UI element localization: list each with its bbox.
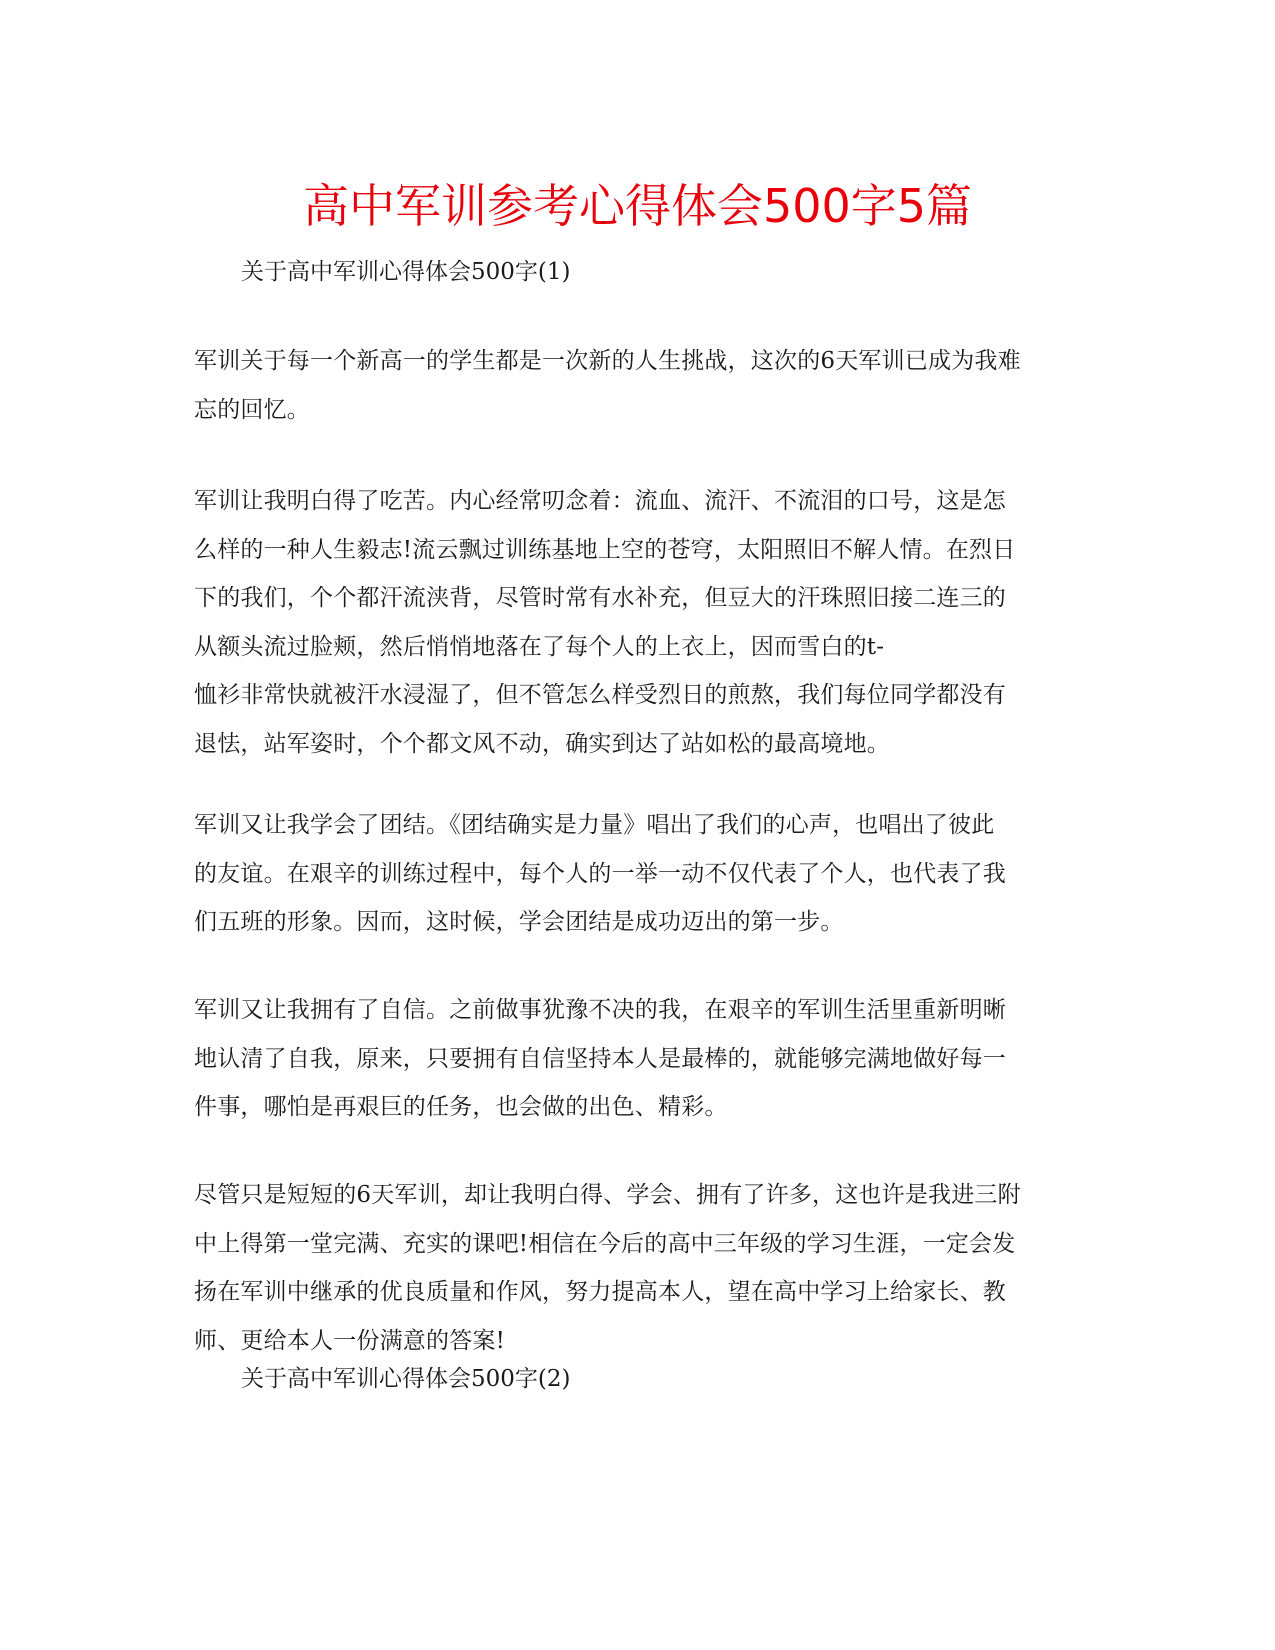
paragraph-line: 军训又让我学会了团结。《团结确实是力量》唱出了我们的心声，也唱出了彼此 bbox=[194, 812, 995, 838]
section-heading-2: 关于高中军训心得体会500字(2) bbox=[241, 1366, 571, 1392]
paragraph-line: 军训让我明白得了吃苦。内心经常叨念着：流血、流汗、不流泪的口号，这是怎 bbox=[194, 488, 1006, 514]
paragraph-line: 扬在军训中继承的优良质量和作风，努力提高本人，望在高中学习上给家长、教 bbox=[194, 1279, 1006, 1305]
paragraph-line: 么样的一种人生毅志!流云飘过训练基地上空的苍穹，太阳照旧不解人情。在烈日 bbox=[194, 536, 1016, 563]
paragraph-line: 尽管只是短短的6天军训，却让我明白得、学会、拥有了许多，这也许是我进三附 bbox=[194, 1182, 1021, 1208]
paragraph-line: 的友谊。在艰辛的训练过程中，每个人的一举一动不仅代表了个人，也代表了我 bbox=[194, 860, 1006, 887]
paragraph-line: 从额头流过脸颊，然后悄悄地落在了每个人的上衣上，因而雪白的t- bbox=[194, 633, 885, 660]
document-title: 高中军训参考心得体会500字5篇 bbox=[302, 179, 973, 233]
paragraph-line: 退怯，站军姿时，个个都文风不动，确实到达了站如松的最高境地。 bbox=[194, 730, 890, 757]
paragraph-3 bbox=[194, 801, 1084, 947]
paragraph-4 bbox=[194, 986, 1084, 1132]
paragraph-line: 们五班的形象。因而，这时候，学会团结是成功迈出的第一步。 bbox=[194, 909, 844, 935]
paragraph-line: 下的我们，个个都汗流浃背，尽管时常有水补充，但豆大的汗珠照旧接二连三的 bbox=[194, 585, 1006, 611]
paragraph-line: 忘的回忆。 bbox=[194, 396, 310, 423]
paragraph-1 bbox=[194, 337, 1084, 434]
paragraph-line: 地认清了自我，原来，只要拥有自信坚持本人是最棒的，就能够完满地做好每一 bbox=[194, 1045, 1006, 1072]
paragraph-2 bbox=[194, 477, 1084, 768]
paragraph-line: 中上得第一堂完满、充实的课吧!相信在今后的高中三年级的学习生涯，一定会发 bbox=[194, 1230, 1016, 1257]
paragraph-line: 军训关于每一个新高一的学生都是一次新的人生挑战，这次的6天军训已成为我难 bbox=[194, 348, 1021, 374]
paragraph-line: 师、更给本人一份满意的答案! bbox=[194, 1327, 506, 1354]
paragraph-5 bbox=[194, 1171, 1084, 1365]
section-heading-1: 关于高中军训心得体会500字(1) bbox=[241, 259, 571, 285]
paragraph-line: 恤衫非常快就被汗水浸湿了，但不管怎么样受烈日的煎熬，我们每位同学都没有 bbox=[194, 682, 1006, 708]
paragraph-line: 件事，哪怕是再艰巨的任务，也会做的出色、精彩。 bbox=[194, 1094, 728, 1120]
paragraph-line: 军训又让我拥有了自信。之前做事犹豫不决的我，在艰辛的军训生活里重新明晰 bbox=[194, 997, 1006, 1023]
